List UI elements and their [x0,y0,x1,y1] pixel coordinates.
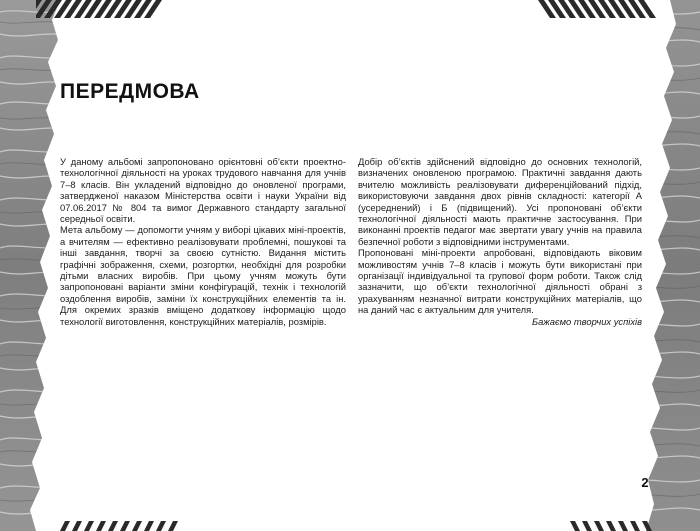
paragraph: Пропоновані міні-проекти апробовані, відповідають віковим можливостям учнів 7–8 класів і можуть бути використані при організації індивідуальної та групової форм роботи. Також слід зазначити, що об’єкти технологічної діяльності обрані з урахуванням незначної витрати конструкційних матеріалів, що на даний час є актуальним для учителя. [358,247,642,316]
top-left-hatch-decoration [36,0,166,18]
page-content [36,18,666,518]
top-right-hatch-decoration [538,0,658,18]
bottom-right-hatch-decoration [570,521,660,531]
page-number: 2 [641,475,649,490]
page-title: ПЕРЕДМОВА [60,80,200,103]
paragraph: У даному альбомі запропоновано орієнтовні об’єкти проектно-технологічної діяльності на уроках трудового навчання для учнів 7–8 класів. Він укладений відповідно до оновленої програми, затвердженої наказом Міністерства освіти і науки України від 07.06.2017 № 804 та вимог Державного стандарту загальної середньої освіти. [60,156,346,225]
bottom-left-hatch-decoration [60,521,180,531]
paragraph: Добір об’єктів здійснений відповідно до основних технологій, визначених оновленою програмою. Практичні завдання дають вчителю можливість реалізовувати диференційований підхід, використовуючи завдання двох рівнів складності: категорії А (усереднений) і Б (підвищений). Усі пропоновані об’єкти технологічної діяльності мають практичне застосування. При виконанні проектів педагог має звертати увагу учнів на правила безпечної роботи з відповідними інструментами. [358,156,642,247]
paragraph: Мета альбому — допомогти учням у виборі цікавих міні-проектів, а вчителям — ефективно реалізовувати проблемні, пошукові та інші завдання, творчі за своєю сутністю. Видання містить графічні зображення, схеми, розгортки, необхідні для розробки дітьми власних виробів. При цьому учням можуть бути запропоновані варіанти зміни конфігурацій, технік і технологій оздоблення виробів, заміни їх конструкційних елементів та ін. Для окремих зразків вміщено додаткову інформацію щодо технології виготовлення, конструкційних матеріалів, розмірів. [60,224,346,327]
right-text-column [358,156,642,327]
closing-wishes: Бажаємо творчих успіхів [531,315,642,327]
left-text-column [60,156,346,327]
